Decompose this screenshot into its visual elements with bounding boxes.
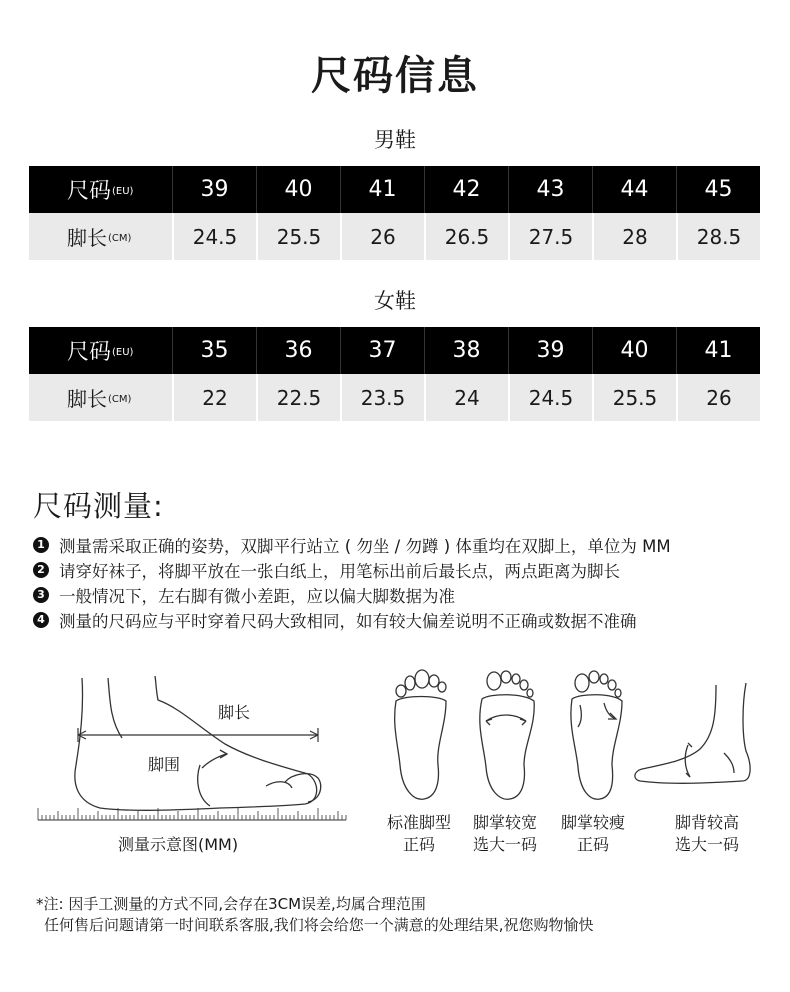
foot-measure-diagram [30, 670, 350, 830]
women-length-cell: 22 [172, 374, 256, 421]
men-size-cell: 45 [676, 166, 760, 213]
standard-foot-icon [384, 665, 454, 805]
size-label: 尺码 [67, 340, 112, 365]
men-size-cell: 43 [508, 166, 592, 213]
men-size-cell: 40 [256, 166, 340, 213]
women-size-cell: 37 [340, 327, 424, 374]
size-label: 尺码 [67, 179, 112, 204]
length-label: 脚长 [218, 703, 251, 722]
girth-label: 脚围 [148, 755, 181, 774]
foot-type-line2: 正码 [402, 835, 435, 854]
length-unit: (CM) [108, 394, 132, 405]
measure-item-text: 测量需采取正确的姿势，双脚平行站立 ( 勿坐 / 勿蹲 ) 体重均在双脚上，单位为 MM [59, 536, 671, 556]
measure-item-text: 测量的尺码应与平时穿着尺码大致相同，如有较大偏差说明不正确或数据不准确 [59, 611, 637, 631]
size-unit: (EU) [112, 347, 134, 358]
foot-type-line1: 脚背较高 [674, 813, 739, 832]
list-item [33, 532, 773, 557]
men-size-cell: 42 [424, 166, 508, 213]
number-1-icon: 1 [33, 537, 49, 553]
women-size-cell: 41 [676, 327, 760, 374]
women-size-row [29, 327, 760, 374]
measure-item-text: 请穿好袜子，将脚平放在一张白纸上，用笔标出前后最长点，两点距离为脚长 [59, 561, 620, 581]
note-line-1: *注: 因手工测量的方式不同,会存在3CM误差,均属合理范围 [36, 895, 426, 913]
women-size-cell: 35 [172, 327, 256, 374]
men-length-cell: 26.5 [424, 213, 508, 260]
foot-type-line2: 选大一码 [674, 835, 739, 854]
women-length-cell: 23.5 [340, 374, 424, 421]
size-unit: (EU) [112, 186, 134, 197]
measure-list [33, 532, 773, 632]
women-size-cell: 40 [592, 327, 676, 374]
number-3-icon: 3 [33, 587, 49, 603]
foot-type-line1: 脚掌较瘦 [560, 813, 625, 832]
narrow-foot-icon [560, 665, 630, 805]
foot-type-line2: 选大一码 [472, 835, 537, 854]
length-dimension-line [78, 728, 318, 742]
list-item [33, 582, 773, 607]
length-unit: (CM) [108, 233, 132, 244]
women-size-cell: 39 [508, 327, 592, 374]
diagram-caption: 测量示意图(MM) [118, 835, 239, 854]
women-size-label-cell [29, 327, 172, 374]
men-length-cell: 24.5 [172, 213, 256, 260]
note-line-2: 任何售后问题请第一时间联系客服,我们将会给您一个满意的处理结果,祝您购物愉快 [44, 916, 594, 934]
men-length-cell: 28.5 [676, 213, 760, 260]
women-length-cell: 26 [676, 374, 760, 421]
men-length-cell: 26 [340, 213, 424, 260]
women-length-cell: 25.5 [592, 374, 676, 421]
measure-title: 尺码测量: [33, 489, 164, 523]
list-item [33, 607, 773, 632]
length-label: 脚长 [67, 226, 107, 250]
measure-item-text: 一般情况下，左右脚有微小差距，应以偏大脚数据为准 [59, 586, 455, 606]
women-length-cell: 24.5 [508, 374, 592, 421]
foot-side-icon [75, 676, 321, 810]
men-size-cell: 39 [172, 166, 256, 213]
length-label: 脚长 [67, 387, 107, 411]
men-size-row [29, 166, 760, 213]
men-size-table [29, 166, 760, 260]
men-section-label: 男鞋 [374, 128, 416, 152]
women-length-label-cell [29, 374, 172, 421]
women-length-cell: 22.5 [256, 374, 340, 421]
list-item [33, 557, 773, 582]
men-length-row [29, 213, 760, 260]
number-2-icon: 2 [33, 562, 49, 578]
foot-type-line1: 标准脚型 [386, 813, 451, 832]
foot-type-caption [538, 812, 648, 856]
men-length-cell: 25.5 [256, 213, 340, 260]
women-size-cell: 38 [424, 327, 508, 374]
foot-type-line2: 正码 [576, 835, 609, 854]
men-length-cell: 28 [592, 213, 676, 260]
number-4-icon: 4 [33, 612, 49, 628]
men-size-label-cell [29, 166, 172, 213]
women-length-cell: 24 [424, 374, 508, 421]
men-size-cell: 41 [340, 166, 424, 213]
wide-foot-icon [470, 665, 540, 805]
men-length-cell: 27.5 [508, 213, 592, 260]
women-size-cell: 36 [256, 327, 340, 374]
women-section-label: 女鞋 [374, 289, 416, 313]
women-size-table [29, 327, 760, 421]
men-length-label-cell [29, 213, 172, 260]
foot-type-line1: 脚掌较宽 [472, 813, 537, 832]
women-length-row [29, 374, 760, 421]
page-title: 尺码信息 [311, 53, 479, 99]
men-size-cell: 44 [592, 166, 676, 213]
foot-type-caption [652, 812, 762, 856]
high-instep-foot-icon [630, 665, 755, 805]
